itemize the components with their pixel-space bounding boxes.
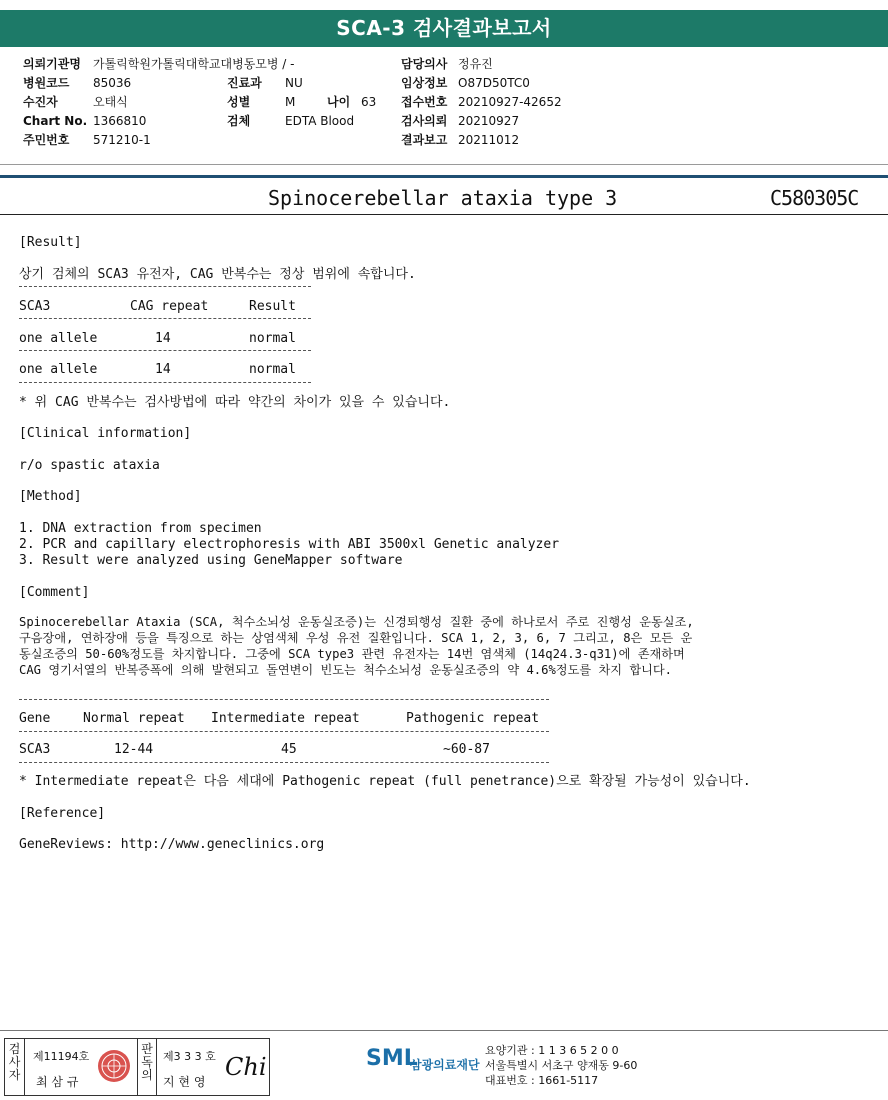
header-row bbox=[401, 93, 562, 112]
repeat-row-intermediate: 45 bbox=[281, 742, 297, 757]
field-value: 20211012 bbox=[458, 133, 520, 147]
method-item-2: 2. PCR and capillary electrophoresis with ABI 3500xl Genetic analyzer bbox=[19, 537, 560, 552]
field-label: 담당의사 bbox=[401, 57, 448, 71]
header-right bbox=[401, 55, 562, 150]
specimen-label: 검체 bbox=[227, 114, 251, 128]
divider bbox=[19, 699, 549, 700]
divider bbox=[19, 762, 549, 763]
field-label: 접수번호 bbox=[401, 95, 448, 109]
institution-code: 요양기관 : 1 1 3 6 5 2 0 0 bbox=[485, 1044, 619, 1057]
dept-label: 진료과 bbox=[227, 76, 262, 90]
report-title-banner: SCA-3 검사결과보고서 bbox=[0, 10, 888, 47]
repeat-row-normal: 12-44 bbox=[114, 742, 154, 757]
field-label: 의뢰기관명 bbox=[23, 57, 81, 71]
repeat-header-normal: Normal repeat bbox=[83, 711, 185, 726]
title-rule bbox=[0, 214, 888, 215]
header-row bbox=[227, 112, 376, 131]
field-value: 20210927 bbox=[458, 114, 520, 128]
field-label: 주민번호 bbox=[23, 133, 70, 147]
result-header-col1: SCA3 bbox=[19, 299, 51, 314]
header-row bbox=[227, 93, 376, 112]
examiner-name: 최 삼 규 bbox=[36, 1075, 79, 1089]
header-row bbox=[23, 55, 294, 74]
field-value: 가톨릭학원가톨릭대학교대병동모병 / - bbox=[93, 57, 295, 71]
field-value: 20210927-42652 bbox=[458, 95, 562, 109]
field-value: 오태식 bbox=[93, 95, 128, 109]
field-value: 1366810 bbox=[93, 114, 147, 128]
header-thick-rule bbox=[0, 175, 888, 178]
header-row bbox=[227, 74, 376, 93]
result-section-heading: [Result] bbox=[19, 235, 82, 250]
field-label: 검사의뢰 bbox=[401, 114, 448, 128]
comment-line-4: CAG 영기서열의 반복증폭에 의해 발현되고 돌연변이 빈도는 척수소뇌성 운동실조증의 약 4.6%정도를 차지 합니다. bbox=[19, 663, 672, 677]
header-row bbox=[401, 112, 562, 131]
field-value: 정유진 bbox=[458, 57, 493, 71]
footer bbox=[0, 1030, 888, 1100]
comment-line-2: 구음장애, 연하장애 등을 특징으로 하는 상염색체 우성 유전 질환입니다. SCA 1, 2, 3, 6, 7 그리고, 8은 모든 운 bbox=[19, 631, 693, 645]
sex-label: 성별 bbox=[227, 95, 251, 109]
method-section-heading: [Method] bbox=[19, 489, 82, 504]
reference-text: GeneReviews: http://www.geneclinics.org bbox=[19, 837, 325, 852]
age-value: 63 bbox=[361, 95, 377, 109]
signature-box bbox=[4, 1038, 270, 1096]
signature: Chi bbox=[225, 1053, 267, 1081]
age-label: 나이 bbox=[327, 95, 351, 109]
field-value: O87D50TC0 bbox=[458, 76, 530, 90]
repeat-header-intermediate: Intermediate repeat bbox=[211, 711, 360, 726]
footer-rule bbox=[0, 1030, 888, 1031]
result-summary: 상기 검체의 SCA3 유전자, CAG 반복수는 정상 범위에 속합니다. bbox=[19, 267, 416, 282]
header-row bbox=[401, 55, 562, 74]
result-row2-allele: one allele bbox=[19, 362, 98, 377]
repeat-row-pathogenic: ~60-87 bbox=[443, 742, 490, 757]
divider bbox=[19, 731, 549, 732]
header-thin-rule bbox=[0, 164, 888, 165]
comment-section-heading: [Comment] bbox=[19, 585, 90, 600]
method-item-1: 1. DNA extraction from specimen bbox=[19, 521, 262, 536]
specimen-value: EDTA Blood bbox=[285, 114, 355, 128]
clinical-text: r/o spastic ataxia bbox=[19, 458, 160, 473]
result-row1-allele: one allele bbox=[19, 331, 98, 346]
method-item-3: 3. Result were analyzed using GeneMapper software bbox=[19, 553, 403, 568]
examiner-license: 제11194호 bbox=[33, 1050, 90, 1063]
field-label: 임상정보 bbox=[401, 76, 448, 90]
org-phone: 대표번호 : 1661-5117 bbox=[485, 1074, 599, 1087]
comment-line-3: 동실조증의 50-60%정도를 차지합니다. 그중에 SCA type3 관련 유전자는 14번 염색체 (14q24.3-q31)에 존재하며 bbox=[19, 647, 685, 661]
divider bbox=[19, 382, 311, 383]
test-title: Spinocerebellar ataxia type 3 bbox=[268, 186, 618, 210]
field-label: 병원코드 bbox=[23, 76, 70, 90]
result-row2-result: normal bbox=[249, 362, 296, 377]
result-row1-result: normal bbox=[249, 331, 296, 346]
field-value: 85036 bbox=[93, 76, 132, 90]
seal-icon bbox=[97, 1049, 131, 1083]
test-code: C580305C bbox=[770, 186, 859, 210]
result-header-col2: CAG repeat bbox=[130, 299, 209, 314]
field-value: 571210-1 bbox=[93, 133, 151, 147]
repeat-header-gene: Gene bbox=[19, 711, 51, 726]
divider bbox=[19, 318, 311, 319]
header-row bbox=[401, 131, 562, 150]
header-row bbox=[23, 131, 294, 150]
sml-logo-text: SML bbox=[366, 1046, 418, 1071]
org-address: 서울특별시 서초구 양재동 9-60 bbox=[485, 1059, 638, 1072]
dept-value: NU bbox=[285, 76, 303, 90]
clinical-section-heading: [Clinical information] bbox=[19, 426, 192, 441]
reader-label: 판독의 bbox=[137, 1039, 157, 1095]
field-label: 결과보고 bbox=[401, 133, 448, 147]
result-note: * 위 CAG 반복수는 검사방법에 따라 약간의 차이가 있을 수 있습니다. bbox=[19, 395, 451, 410]
divider bbox=[19, 286, 311, 287]
org-name: 삼광의료재단 bbox=[410, 1058, 480, 1072]
result-row1-repeat: 14 bbox=[155, 331, 171, 346]
divider bbox=[19, 350, 311, 351]
result-row2-repeat: 14 bbox=[155, 362, 171, 377]
repeat-row-gene: SCA3 bbox=[19, 742, 51, 757]
repeat-header-pathogenic: Pathogenic repeat bbox=[406, 711, 540, 726]
header-row bbox=[401, 74, 562, 93]
result-header-col3: Result bbox=[249, 299, 296, 314]
field-label: Chart No. bbox=[23, 114, 88, 128]
reader-name: 지 현 영 bbox=[163, 1075, 206, 1089]
sex-value: M bbox=[285, 95, 296, 109]
reference-section-heading: [Reference] bbox=[19, 806, 106, 821]
comment-line-1: Spinocerebellar Ataxia (SCA, 척수소뇌성 운동실조증)는 신경퇴행성 질환 중에 하나로서 주로 진행성 운동실조, bbox=[19, 615, 694, 629]
repeat-note: * Intermediate repeat은 다음 세대에 Pathogenic repeat (full penetrance)으로 확장될 가능성이 있습니다. bbox=[19, 774, 751, 789]
field-label: 수진자 bbox=[23, 95, 58, 109]
header-middle bbox=[227, 74, 376, 131]
examiner-label: 검사자 bbox=[5, 1039, 25, 1095]
reader-license: 제3 3 3 호 bbox=[163, 1050, 216, 1063]
